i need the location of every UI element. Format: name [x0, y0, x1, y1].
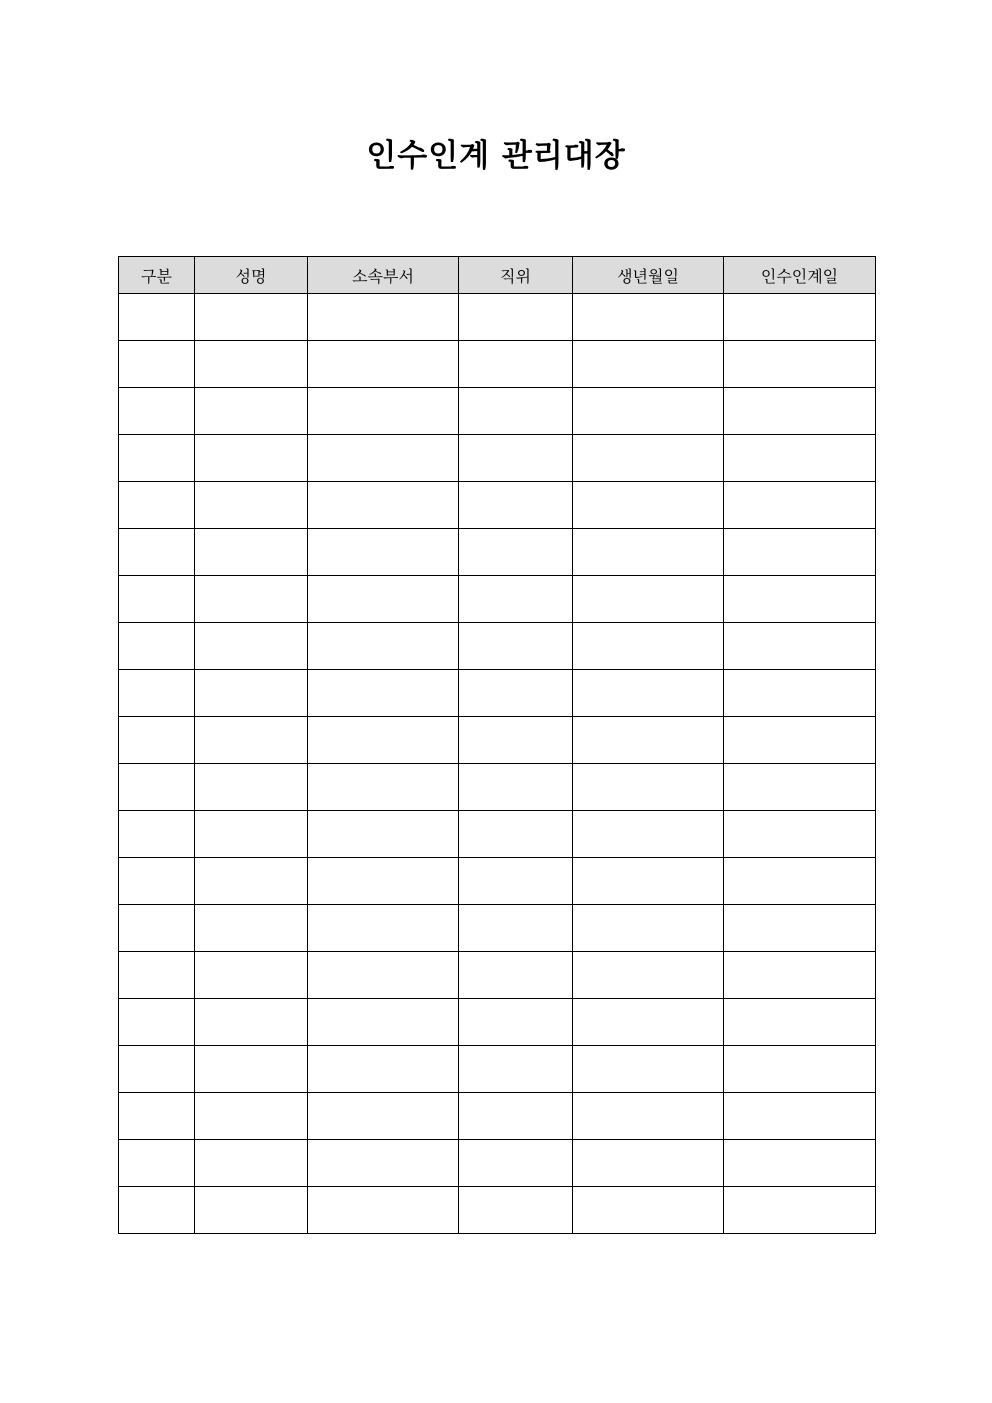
- table-cell-name[interactable]: [195, 341, 308, 388]
- table-cell-position[interactable]: [459, 388, 573, 435]
- handover-ledger-table: [118, 256, 876, 1234]
- table-cell-handover-date[interactable]: [724, 435, 876, 482]
- table-cell-name[interactable]: [195, 482, 308, 529]
- table-cell-name[interactable]: [195, 858, 308, 905]
- table-cell-position[interactable]: [459, 717, 573, 764]
- column-header-category: 구분: [119, 257, 195, 294]
- table-cell-category[interactable]: [119, 811, 195, 858]
- table-cell-department[interactable]: [308, 294, 459, 341]
- table-cell-handover-date[interactable]: [724, 341, 876, 388]
- table-cell-category[interactable]: [119, 482, 195, 529]
- table-row: [119, 717, 876, 764]
- table-cell-category[interactable]: [119, 905, 195, 952]
- page-title: 인수인계 관리대장: [366, 138, 626, 174]
- table-row: [119, 811, 876, 858]
- table-cell-category[interactable]: [119, 341, 195, 388]
- table-cell-position[interactable]: [459, 435, 573, 482]
- table-cell-position[interactable]: [459, 1093, 573, 1140]
- table-cell-position[interactable]: [459, 905, 573, 952]
- table-cell-department[interactable]: [308, 1046, 459, 1093]
- table-cell-name[interactable]: [195, 529, 308, 576]
- table-cell-birthdate[interactable]: [573, 764, 724, 811]
- table-cell-position[interactable]: [459, 764, 573, 811]
- table-cell-department[interactable]: [308, 388, 459, 435]
- table-row: [119, 294, 876, 341]
- table-cell-handover-date[interactable]: [724, 952, 876, 999]
- table-row: [119, 1093, 876, 1140]
- table-cell-category[interactable]: [119, 388, 195, 435]
- table-row: [119, 670, 876, 717]
- table-cell-category[interactable]: [119, 1187, 195, 1234]
- table-cell-department[interactable]: [308, 670, 459, 717]
- table-cell-handover-date[interactable]: [724, 858, 876, 905]
- table-cell-birthdate[interactable]: [573, 388, 724, 435]
- table-cell-category[interactable]: [119, 717, 195, 764]
- table-cell-category[interactable]: [119, 1046, 195, 1093]
- table-cell-category[interactable]: [119, 999, 195, 1046]
- table-cell-handover-date[interactable]: [724, 999, 876, 1046]
- table-row: [119, 764, 876, 811]
- table-cell-handover-date[interactable]: [724, 1140, 876, 1187]
- table-cell-position[interactable]: [459, 999, 573, 1046]
- table-cell-handover-date[interactable]: [724, 1093, 876, 1140]
- table-cell-handover-date[interactable]: [724, 670, 876, 717]
- table-cell-birthdate[interactable]: [573, 717, 724, 764]
- table-cell-handover-date[interactable]: [724, 576, 876, 623]
- table-row: [119, 1046, 876, 1093]
- table-cell-department[interactable]: [308, 482, 459, 529]
- table-row: [119, 388, 876, 435]
- table-cell-position[interactable]: [459, 623, 573, 670]
- table-row: [119, 952, 876, 999]
- table-cell-position[interactable]: [459, 811, 573, 858]
- table-body: [119, 294, 876, 1234]
- table-cell-birthdate[interactable]: [573, 529, 724, 576]
- table-cell-handover-date[interactable]: [724, 905, 876, 952]
- table-cell-position[interactable]: [459, 1140, 573, 1187]
- table-cell-department[interactable]: [308, 1187, 459, 1234]
- table-cell-birthdate[interactable]: [573, 858, 724, 905]
- table-cell-name[interactable]: [195, 670, 308, 717]
- table-cell-name[interactable]: [195, 811, 308, 858]
- table-cell-category[interactable]: [119, 435, 195, 482]
- table-cell-birthdate[interactable]: [573, 905, 724, 952]
- table-cell-department[interactable]: [308, 764, 459, 811]
- table-cell-position[interactable]: [459, 952, 573, 999]
- table-cell-position[interactable]: [459, 529, 573, 576]
- table-cell-handover-date[interactable]: [724, 388, 876, 435]
- table-cell-name[interactable]: [195, 905, 308, 952]
- table-cell-name[interactable]: [195, 435, 308, 482]
- table-cell-position[interactable]: [459, 482, 573, 529]
- table-cell-position[interactable]: [459, 670, 573, 717]
- table-cell-name[interactable]: [195, 1187, 308, 1234]
- table-cell-department[interactable]: [308, 1140, 459, 1187]
- table-cell-category[interactable]: [119, 670, 195, 717]
- table-cell-department[interactable]: [308, 952, 459, 999]
- table-cell-handover-date[interactable]: [724, 1187, 876, 1234]
- table-cell-handover-date[interactable]: [724, 623, 876, 670]
- table-cell-category[interactable]: [119, 576, 195, 623]
- table-cell-name[interactable]: [195, 294, 308, 341]
- table-cell-handover-date[interactable]: [724, 811, 876, 858]
- table-cell-category[interactable]: [119, 952, 195, 999]
- table-cell-handover-date[interactable]: [724, 717, 876, 764]
- table-row: [119, 905, 876, 952]
- table-cell-position[interactable]: [459, 1187, 573, 1234]
- table-cell-birthdate[interactable]: [573, 435, 724, 482]
- table-row: [119, 341, 876, 388]
- table-cell-birthdate[interactable]: [573, 1046, 724, 1093]
- table-cell-handover-date[interactable]: [724, 1046, 876, 1093]
- table-cell-name[interactable]: [195, 388, 308, 435]
- table-cell-position[interactable]: [459, 294, 573, 341]
- table-cell-birthdate[interactable]: [573, 576, 724, 623]
- table-row: [119, 529, 876, 576]
- table-cell-position[interactable]: [459, 1046, 573, 1093]
- table-row: [119, 1140, 876, 1187]
- table-row: [119, 435, 876, 482]
- table-cell-handover-date[interactable]: [724, 764, 876, 811]
- table-cell-department[interactable]: [308, 717, 459, 764]
- table-cell-department[interactable]: [308, 999, 459, 1046]
- table-cell-birthdate[interactable]: [573, 1187, 724, 1234]
- table-cell-name[interactable]: [195, 623, 308, 670]
- table-cell-name[interactable]: [195, 764, 308, 811]
- table-cell-department[interactable]: [308, 811, 459, 858]
- table-cell-name[interactable]: [195, 1046, 308, 1093]
- table-cell-handover-date[interactable]: [724, 294, 876, 341]
- table-cell-department[interactable]: [308, 341, 459, 388]
- table-cell-position[interactable]: [459, 576, 573, 623]
- table-cell-department[interactable]: [308, 858, 459, 905]
- table-cell-department[interactable]: [308, 623, 459, 670]
- table-cell-category[interactable]: [119, 1093, 195, 1140]
- table-cell-birthdate[interactable]: [573, 1140, 724, 1187]
- table-cell-name[interactable]: [195, 1093, 308, 1140]
- column-header-name: 성명: [195, 257, 308, 294]
- table-cell-category[interactable]: [119, 529, 195, 576]
- table-cell-birthdate[interactable]: [573, 670, 724, 717]
- table-row: [119, 1187, 876, 1234]
- table-cell-handover-date[interactable]: [724, 482, 876, 529]
- table-cell-birthdate[interactable]: [573, 341, 724, 388]
- table-cell-department[interactable]: [308, 905, 459, 952]
- table-cell-department[interactable]: [308, 576, 459, 623]
- column-header-position: 직위: [459, 257, 573, 294]
- table-cell-birthdate[interactable]: [573, 482, 724, 529]
- table-cell-category[interactable]: [119, 1140, 195, 1187]
- table-cell-birthdate[interactable]: [573, 294, 724, 341]
- column-header-department: 소속부서: [308, 257, 459, 294]
- table-cell-name[interactable]: [195, 576, 308, 623]
- table-row: [119, 482, 876, 529]
- table-cell-category[interactable]: [119, 858, 195, 905]
- table-cell-name[interactable]: [195, 952, 308, 999]
- table-cell-category[interactable]: [119, 294, 195, 341]
- table-cell-position[interactable]: [459, 858, 573, 905]
- table-cell-birthdate[interactable]: [573, 999, 724, 1046]
- column-header-birthdate: 생년월일: [573, 257, 724, 294]
- table-cell-name[interactable]: [195, 1140, 308, 1187]
- table-cell-department[interactable]: [308, 1093, 459, 1140]
- table-row: [119, 858, 876, 905]
- table-cell-department[interactable]: [308, 435, 459, 482]
- table-cell-handover-date[interactable]: [724, 529, 876, 576]
- table-cell-birthdate[interactable]: [573, 811, 724, 858]
- table-cell-birthdate[interactable]: [573, 623, 724, 670]
- table-cell-name[interactable]: [195, 717, 308, 764]
- table-cell-category[interactable]: [119, 764, 195, 811]
- table-cell-name[interactable]: [195, 999, 308, 1046]
- table-cell-category[interactable]: [119, 623, 195, 670]
- table-row: [119, 576, 876, 623]
- table-cell-birthdate[interactable]: [573, 1093, 724, 1140]
- table-row: [119, 999, 876, 1046]
- table-cell-position[interactable]: [459, 341, 573, 388]
- table-cell-department[interactable]: [308, 529, 459, 576]
- table-header-row: [119, 257, 876, 294]
- column-header-handover-date: 인수인계일: [724, 257, 876, 294]
- table-row: [119, 623, 876, 670]
- table-cell-birthdate[interactable]: [573, 952, 724, 999]
